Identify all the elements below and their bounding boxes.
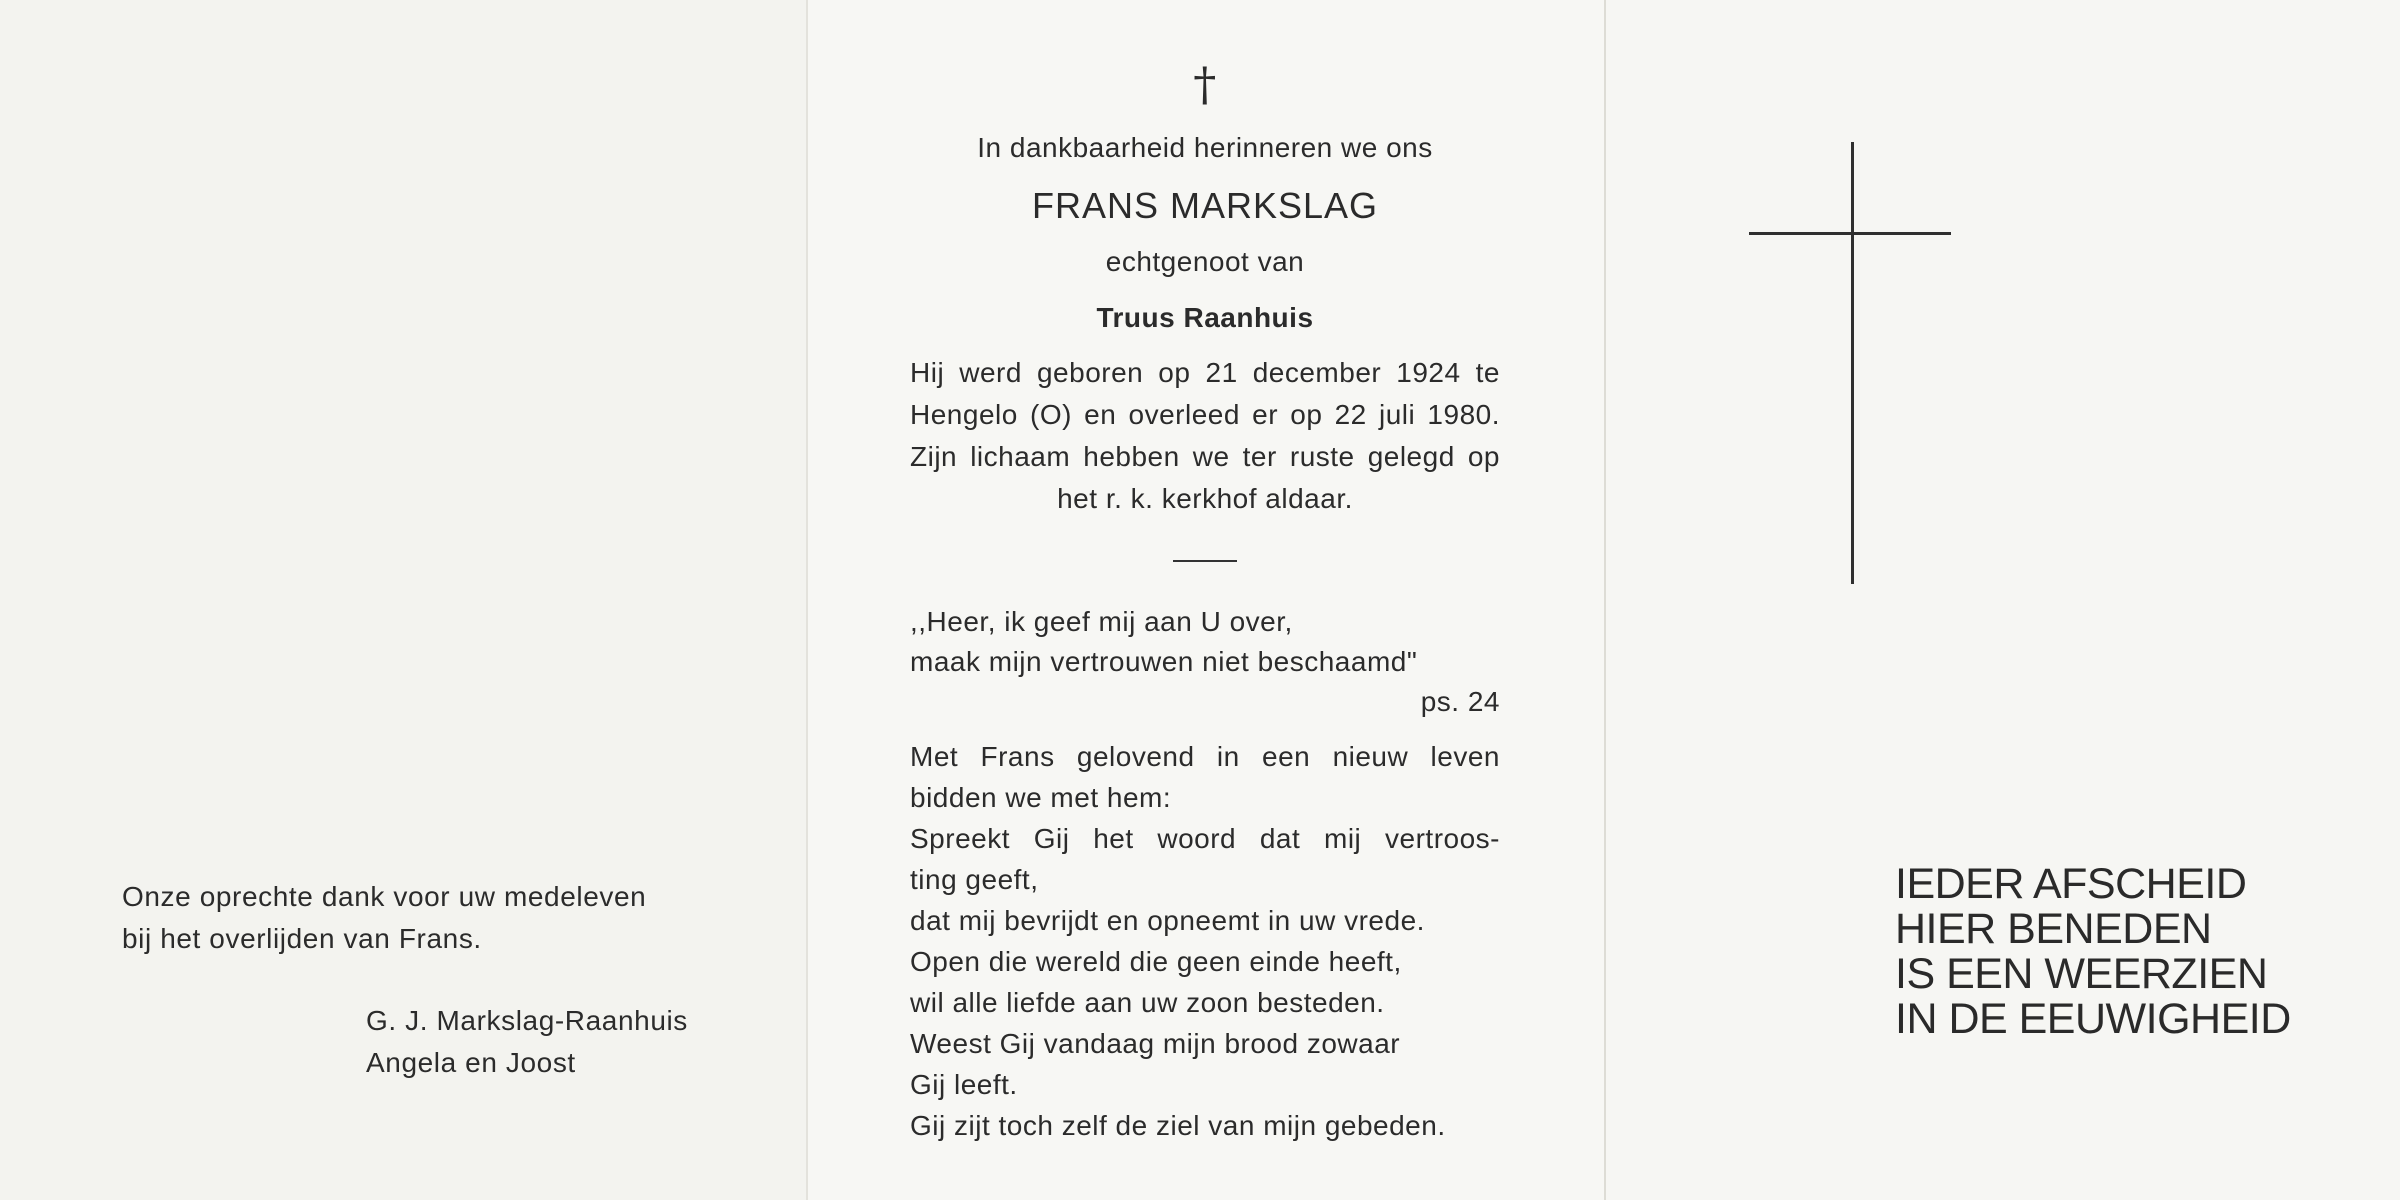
spouse-name: Truus Raanhuis	[1096, 302, 1314, 333]
motto-line: IN DE EEUWIGHEID	[1895, 995, 2291, 1043]
quote-line: maak mijn vertrouwen niet beschaamd"	[910, 646, 1418, 677]
motto	[1895, 862, 2291, 1042]
prayer-line: Open die wereld die geen einde heeft,	[910, 946, 1402, 977]
thanks-message	[122, 876, 722, 960]
right-panel	[1606, 0, 2400, 1200]
signoff-line: Angela en Joost	[366, 1047, 576, 1078]
prayer-line: Weest Gij vandaag mijn brood zowaar	[910, 1028, 1401, 1059]
prayer-line: Met Frans gelovend in een nieuw leven	[910, 741, 1500, 772]
motto-line: IS EEN WEERZIEN	[1895, 950, 2268, 998]
prayer-line: ting geeft,	[910, 864, 1039, 895]
prayer-line: wil alle liefde aan uw zoon besteden.	[910, 987, 1385, 1018]
motto-line: IEDER AFSCHEID	[1895, 860, 2247, 908]
left-panel	[0, 0, 806, 1200]
intro-line: In dankbaarheid herinneren we ons	[977, 132, 1433, 163]
quote-reference: ps. 24	[1420, 686, 1500, 717]
motto-line: HIER BENEDEN	[1895, 905, 2212, 953]
prayer	[910, 736, 1500, 1146]
signoff-line: G. J. Markslag-Raanhuis	[366, 1005, 688, 1036]
deceased-name: FRANS MARKSLAG	[1031, 185, 1379, 226]
cross-vertical-bar	[1851, 142, 1854, 584]
prayer-line: Gij zijt toch zelf de ziel van mijn gebeden.	[910, 1110, 1446, 1141]
biography: Hij werd geboren op 21 december 1924 te Hengelo (O) en overleed er op 22 juli 1980. Zijn lichaam hebben we ter ruste gelegd op het r. k. kerkhof aldaar.	[910, 357, 1500, 514]
thanks-line: Onze oprechte dank voor uw medeleven	[122, 881, 647, 912]
prayer-line: bidden we met hem:	[910, 782, 1172, 813]
spouse-of-label: echtgenoot van	[1105, 246, 1305, 277]
thanks-line: bij het overlijden van Frans.	[122, 923, 482, 954]
family-signoff	[366, 1000, 688, 1084]
quote-line: ,,Heer, ik geef mij aan U over,	[910, 606, 1293, 637]
prayer-line: dat mij bevrijdt en opneemt in uw vrede.	[910, 905, 1425, 936]
prayer-line: Spreekt Gij het woord dat mij vertroos-	[910, 823, 1500, 854]
section-divider	[1173, 560, 1237, 562]
memorial-text	[910, 57, 1500, 1146]
prayer-line: Gij leeft.	[910, 1069, 1018, 1100]
middle-panel	[806, 0, 1606, 1200]
cross-horizontal-bar	[1749, 232, 1951, 235]
psalm-quote	[910, 602, 1500, 722]
dagger-icon: †	[1193, 57, 1217, 111]
